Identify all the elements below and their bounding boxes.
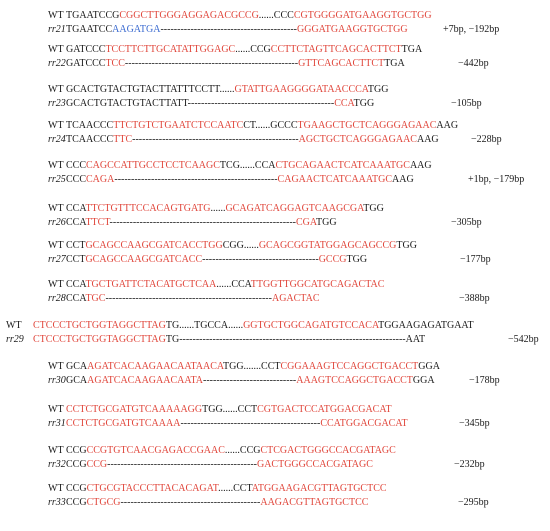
target-site-segment: CTCGACTGGGCCACGATAGC: [260, 445, 396, 456]
insertion-segment: AAGATGA: [112, 24, 161, 35]
sequence-label: WT: [48, 160, 64, 171]
target-site-segment: TTC: [113, 134, 133, 145]
flanking-segment: TGGAAGAGATGAAT: [378, 320, 474, 331]
flanking-segment: TGAATCCG: [66, 10, 120, 21]
sequence-text: [66, 98, 374, 110]
target-site-segment: TTCTGTTTCCACAGTGATG: [85, 203, 211, 214]
target-site-segment: AGACTAC: [271, 293, 320, 304]
flanking-segment: AAG: [436, 120, 459, 131]
target-site-segment: CTGCG: [86, 497, 121, 508]
sequence-label: WT: [48, 240, 64, 251]
sequence-text: [66, 24, 408, 36]
flanking-segment: TCG......CCA: [219, 160, 276, 171]
flanking-segment: ---------------------------------------------: [107, 459, 257, 470]
flanking-segment: TGA: [384, 58, 405, 69]
indel-size-note: −232bp: [454, 459, 485, 470]
flanking-segment: CCG: [250, 44, 271, 55]
flanking-segment: TGG: [353, 98, 375, 109]
sequence-label: WT: [48, 120, 64, 131]
target-site-segment: CGA: [296, 217, 317, 228]
flanking-segment: TGG: [316, 217, 337, 228]
sequence-text: [66, 483, 387, 495]
flanking-segment: CCT: [66, 254, 86, 265]
target-site-segment: CAGAACTCATCAAATGC: [277, 174, 392, 185]
target-site-segment: TCCTTCTTGCATATTGGAGC: [105, 44, 236, 55]
flanking-segment: --------------------------------------------------------------------: [179, 334, 406, 345]
flanking-segment: CCC: [66, 160, 87, 171]
flanking-segment: -----------------------------------------: [160, 24, 298, 35]
sequence-text: [66, 404, 392, 416]
target-site-segment: CAGCCATTGCCTCCTCAAGC: [86, 160, 220, 171]
flanking-segment: AAG: [392, 174, 414, 185]
flanking-segment: --------------------------------------------------------: [109, 217, 297, 228]
flanking-segment: ......CCT: [218, 483, 252, 494]
sequence-label: WT: [48, 279, 64, 290]
target-site-segment: CCA: [334, 98, 354, 109]
flanking-segment: GGA: [418, 361, 440, 372]
indel-size-note: +1bp, −179bp: [468, 174, 525, 185]
target-site-segment: GCCG: [318, 254, 347, 265]
flanking-segment: GCACTGTACTGTACTTATT: [66, 98, 188, 109]
target-site-segment: TTCT: [85, 217, 110, 228]
sequence-text: [66, 418, 408, 430]
sequence-text: [33, 334, 425, 346]
target-site-segment: GACTGGGCCACGATAGC: [256, 459, 373, 470]
flanking-segment: AAT: [405, 334, 426, 345]
target-site-segment: GCAGCGGTATGGAGCAGCCG: [258, 240, 397, 251]
sequence-text: [66, 174, 414, 186]
flanking-segment: ......CCG: [224, 445, 261, 456]
indel-size-note: −388bp: [459, 293, 490, 304]
target-site-segment: CCG: [86, 459, 108, 470]
target-site-segment: GGGATGAAGGTGCTGG: [297, 24, 408, 35]
flanking-segment: ......: [235, 44, 251, 55]
sequence-label: rr21: [48, 24, 66, 35]
sequence-text: [66, 58, 405, 70]
sequence-text: [66, 134, 439, 146]
target-site-segment: TCC: [105, 58, 125, 69]
indel-size-note: −178bp: [469, 375, 500, 386]
sequence-label: rr22: [48, 58, 66, 69]
sequence-label: WT: [48, 84, 64, 95]
flanking-segment: CCG: [66, 459, 87, 470]
target-site-segment: ATGGAAGACGTTAGTGCTCC: [251, 483, 387, 494]
flanking-segment: TGG: [396, 240, 417, 251]
sequence-text: [33, 320, 474, 332]
sequence-label: rr29: [6, 334, 24, 345]
indel-size-note: −105bp: [451, 98, 482, 109]
sequence-text: [66, 44, 422, 56]
sequence-label: WT: [48, 445, 64, 456]
sequence-text: [66, 497, 368, 509]
flanking-segment: CCC: [273, 10, 294, 21]
flanking-segment: TGG......CCT: [202, 404, 258, 415]
sequence-text: [66, 459, 373, 471]
indel-size-note: −295bp: [458, 497, 489, 508]
target-site-segment: CTCCCTGCTGGTAGGCTTAG: [33, 320, 166, 331]
target-site-segment: GCAGCCAAGCGATCACCTGG: [85, 240, 223, 251]
flanking-segment: --------------------------------------------: [187, 98, 335, 109]
flanking-segment: GGA: [412, 375, 435, 386]
flanking-segment: TGG.......CCT: [223, 361, 281, 372]
flanking-segment: ......CCA: [216, 279, 251, 290]
flanking-segment: CCA: [66, 203, 86, 214]
flanking-segment: TGG: [367, 84, 389, 95]
flanking-segment: ------------------------------------------: [120, 497, 261, 508]
sequence-text: [66, 445, 396, 457]
target-site-segment: CGTGGGGATGAAGGTGCTGG: [293, 10, 432, 21]
flanking-segment: GCA: [66, 361, 88, 372]
sequence-text: [66, 203, 384, 215]
sequence-text: [66, 279, 384, 291]
target-site-segment: CCTTCTAGTTCAGCACTTCT: [270, 44, 402, 55]
target-site-segment: CGGAAAGTCCAGGCTGACCT: [280, 361, 419, 372]
flanking-segment: CT......GCCC: [243, 120, 298, 131]
flanking-segment: ----------------------------------------------------: [124, 58, 299, 69]
indel-size-note: −442bp: [458, 58, 489, 69]
sequence-text: [66, 160, 432, 172]
flanking-segment: TGG: [363, 203, 384, 214]
flanking-segment: AAG: [409, 160, 432, 171]
flanking-segment: CCA: [66, 217, 86, 228]
flanking-segment: TCAACCC: [66, 120, 114, 131]
indel-size-note: −542bp: [508, 334, 539, 345]
sequence-label: rr23: [48, 98, 66, 109]
target-site-segment: AGATCACAAGAACAATAACA: [87, 361, 223, 372]
target-site-segment: GTTCAGCACTTCT: [298, 58, 385, 69]
flanking-segment: TGG: [346, 254, 368, 265]
target-site-segment: CCGTGTCAACGAGACCGAAC: [86, 445, 225, 456]
target-site-segment: AAGACGTTAGTGCTCC: [260, 497, 369, 508]
sequence-label: WT: [48, 361, 64, 372]
flanking-segment: CCG: [66, 497, 87, 508]
flanking-segment: TCAACCC: [66, 134, 114, 145]
flanking-segment: ......: [219, 84, 235, 95]
sequence-label: rr27: [48, 254, 66, 265]
sequence-text: [66, 84, 388, 96]
target-site-segment: AGATCACAAGAACAATA: [87, 375, 203, 386]
sequence-label: WT: [48, 203, 64, 214]
sequence-text: [66, 240, 417, 252]
target-site-segment: CTGCAGAACTCATCAAATGC: [275, 160, 410, 171]
sequence-text: [66, 120, 458, 132]
target-site-segment: CGGCTTGGGAGGAGACGCCG: [119, 10, 259, 21]
flanking-segment: TG......TGCCA......: [165, 320, 244, 331]
flanking-segment: AAG: [416, 134, 439, 145]
sequence-label: rr31: [48, 418, 66, 429]
target-site-segment: GCAGCCAAGCGATCACC: [85, 254, 203, 265]
flanking-segment: CGG......: [222, 240, 259, 251]
target-site-segment: CTGCGTACCCTTACACAGAT: [86, 483, 219, 494]
sequence-label: rr32: [48, 459, 66, 470]
sequence-label: rr26: [48, 217, 66, 228]
flanking-segment: --------------------------------------------------: [105, 293, 272, 304]
target-site-segment: GTATTGAAGGGGATAACCCA: [234, 84, 368, 95]
flanking-segment: CCA: [66, 293, 86, 304]
flanking-segment: ......: [210, 203, 226, 214]
target-site-segment: AAAGTCCAGGCTGACCT: [296, 375, 413, 386]
target-site-segment: CCTCTGCGATGTCAAAAAGG: [66, 404, 203, 415]
flanking-segment: CCG: [66, 483, 87, 494]
flanking-segment: GATCCC: [66, 58, 106, 69]
flanking-segment: -----------------------------------: [202, 254, 319, 265]
target-site-segment: CGTGACTCCATGGACGACAT: [257, 404, 392, 415]
sequence-label: rr30: [48, 375, 66, 386]
indel-size-note: −177bp: [460, 254, 491, 265]
sequence-label: WT: [48, 404, 64, 415]
flanking-segment: GATCCC: [66, 44, 106, 55]
flanking-segment: TGA: [401, 44, 423, 55]
flanking-segment: GCACTGTACTGTACTTATTTCCTT: [66, 84, 220, 95]
sequence-label: WT: [48, 483, 64, 494]
flanking-segment: --------------------------------------------------: [132, 134, 299, 145]
sequence-text: [66, 254, 367, 266]
sequence-label: WT: [48, 10, 64, 21]
flanking-segment: CCC: [66, 174, 87, 185]
flanking-segment: TGAATCC: [66, 24, 113, 35]
target-site-segment: CCATGGACGACAT: [320, 418, 408, 429]
sequence-text: [66, 375, 435, 387]
target-site-segment: CCTCTGCGATGTCAAAA: [66, 418, 181, 429]
sequence-label: rr25: [48, 174, 66, 185]
target-site-segment: AGCTGCTCAGGGAGAAC: [298, 134, 417, 145]
flanking-segment: ......: [258, 10, 274, 21]
target-site-segment: TTGGTTGGCATGCAGACTAC: [250, 279, 385, 290]
flanking-segment: GCA: [66, 375, 88, 386]
flanking-segment: TG: [165, 334, 180, 345]
sequence-label: WT: [6, 320, 22, 331]
sequence-label: rr28: [48, 293, 66, 304]
sequence-text: [66, 217, 337, 229]
sequence-label: rr33: [48, 497, 66, 508]
sequence-text: [66, 10, 432, 22]
sequence-text: [66, 361, 440, 373]
sequence-text: [66, 293, 320, 305]
flanking-segment: CCG: [66, 445, 87, 456]
flanking-segment: -------------------------------------------------: [114, 174, 278, 185]
indel-size-note: +7bp, −192bp: [443, 24, 500, 35]
target-site-segment: GCAGATCAGGAGTCAAGCGA: [225, 203, 364, 214]
target-site-segment: TGCTGATTCTACATGCTCAA: [85, 279, 217, 290]
target-site-segment: TGAAGCTGCTCAGGGAGAAC: [297, 120, 437, 131]
target-site-segment: CTCCCTGCTGGTAGGCTTAG: [33, 334, 166, 345]
indel-size-note: −345bp: [459, 418, 490, 429]
flanking-segment: CCT: [66, 240, 86, 251]
flanking-segment: ----------------------------: [203, 375, 297, 386]
sequence-label: WT: [48, 44, 64, 55]
target-site-segment: TTCTGTCTGAATCTCCAATC: [113, 120, 244, 131]
target-site-segment: GGTGCTGGCAGATGTCCACA: [243, 320, 379, 331]
target-site-segment: CAGA: [86, 174, 115, 185]
indel-size-note: −228bp: [471, 134, 502, 145]
flanking-segment: ------------------------------------------: [180, 418, 321, 429]
sequence-label: rr24: [48, 134, 66, 145]
indel-size-note: −305bp: [451, 217, 482, 228]
flanking-segment: CCA: [66, 279, 86, 290]
target-site-segment: TGC: [85, 293, 106, 304]
